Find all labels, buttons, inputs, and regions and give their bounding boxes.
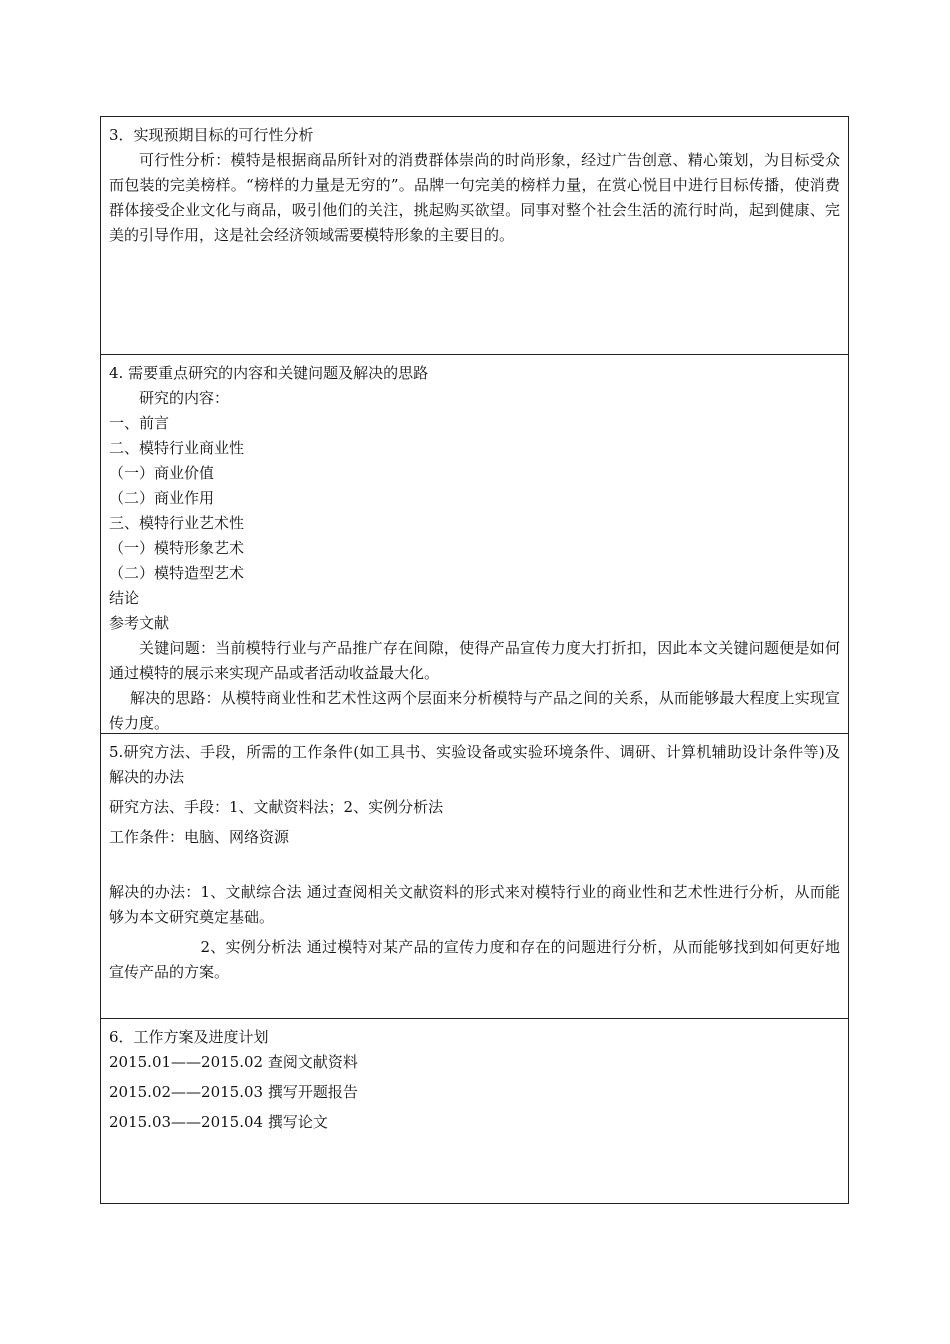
proposal-table [100,116,849,1204]
outline-item: 结论 [109,589,140,607]
key-issue-paragraph: 关键问题：当前模特行业与产品推广存在间隙，使得产品宣传力度大打折扣，因此本文关键问题便是如何通过模特的展示来实现产品或者活动收益最大化。 [109,639,840,682]
outline-item: （二）商业作用 [109,489,215,507]
outline-item: （一）模特形象艺术 [109,539,245,557]
outline-item: 参考文献 [109,614,170,632]
work-conditions: 工作条件：电脑、网络资源 [109,828,290,846]
section-5-methods [101,734,848,1019]
solution-method-1: 解决的办法：1、文献综合法 通过查阅相关文献资料的形式来对模特行业的商业性和艺术性进行分析，从而能够为本文研究奠定基础。 [109,883,840,926]
outline-item: 一、前言 [109,414,170,432]
research-content-label: 研究的内容： [139,389,230,407]
outline-item: （一）商业价值 [109,464,215,482]
section-3-body: 可行性分析：模特是根据商品所针对的消费群体崇尚的时尚形象，经过广告创意、精心策划，为目标受众而包装的完美榜样。“榜样的力量是无穷的”。品牌一句完美的榜样力量，在赏心悦目中进行目标传播，使消费群体接受企业文化与商品，吸引他们的关注，挑起购买欲望。同事对整个社会生活的流行时尚，起到健康、完美的引导作用，这是社会经济领域需要模特形象的主要目的。 [109,151,840,244]
section-5-heading: 5.研究方法、手段，所需的工作条件(如工具书、实验设备或实验环境条件、调研、计算机辅助设计条件等)及解决的办法 [109,743,840,786]
section-3-heading: 3．实现预期目标的可行性分析 [109,126,314,144]
outline-item: 二、模特行业商业性 [109,439,245,457]
section-4-research-content [101,355,848,734]
research-methods: 研究方法、手段：1、文献资料法；2、实例分析法 [109,798,444,816]
section-6-schedule [101,1019,848,1203]
schedule-item: 2015.03——2015.04 撰写论文 [109,1113,328,1131]
section-6-heading: 6．工作方案及进度计划 [109,1028,269,1046]
solution-method-2: 2、实例分析法 通过模特对某产品的宣传力度和存在的问题进行分析，从而能够找到如何更好地宣传产品的方案。 [109,938,840,981]
solution-approach-paragraph: 解决的思路：从模特商业性和艺术性这两个层面来分析模特与产品之间的关系，从而能够最大程度上实现宣传力度。 [109,689,840,732]
schedule-item: 2015.02——2015.03 撰写开题报告 [109,1083,358,1101]
outline-item: （二）模特造型艺术 [109,564,245,582]
outline-item: 三、模特行业艺术性 [109,514,245,532]
section-3-feasibility [101,117,848,355]
schedule-item: 2015.01——2015.02 查阅文献资料 [109,1053,358,1071]
section-4-heading: 4. 需要重点研究的内容和关键问题及解决的思路 [109,364,429,382]
